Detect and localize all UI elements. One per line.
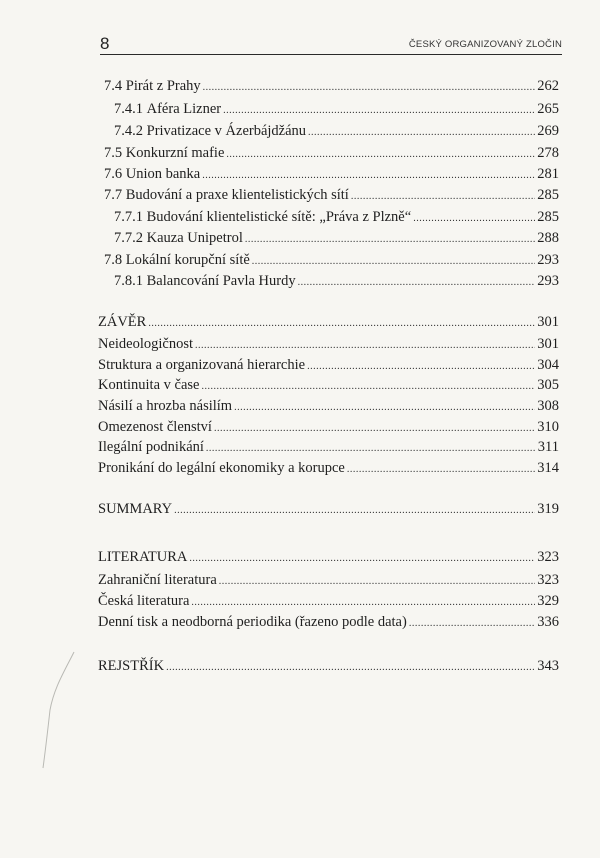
leader-dots bbox=[206, 439, 536, 459]
toc-entry-page: 343 bbox=[537, 658, 559, 674]
toc-entry[interactable] bbox=[114, 228, 559, 248]
toc-entry[interactable] bbox=[98, 570, 559, 590]
toc-entry[interactable] bbox=[98, 417, 559, 437]
toc-entry-title: ZÁVĚR bbox=[98, 314, 147, 330]
leader-dots bbox=[214, 419, 535, 439]
toc-entry-number: 7.7 bbox=[104, 187, 126, 203]
toc-entry-page: 281 bbox=[537, 166, 559, 182]
toc-entry-title: Budování a praxe klientelistických sítí bbox=[125, 187, 349, 203]
toc-entry[interactable] bbox=[104, 164, 559, 184]
toc-entry-number: 7.7.1 bbox=[114, 209, 147, 225]
toc-entry-title: Balancování Pavla Hurdy bbox=[146, 273, 296, 289]
toc-entry-title: REJSTŘÍK bbox=[98, 658, 165, 674]
toc-entry-page: 262 bbox=[537, 78, 559, 94]
toc-entry-title: Lokální korupční sítě bbox=[125, 252, 250, 268]
toc-entry-number: 7.6 bbox=[104, 166, 126, 182]
leader-dots bbox=[166, 658, 535, 678]
toc-entry[interactable] bbox=[98, 437, 559, 457]
toc-entry-title: Zahraniční literatura bbox=[98, 572, 217, 588]
toc-entry-page: 323 bbox=[537, 549, 559, 565]
toc-entry[interactable] bbox=[114, 121, 559, 141]
toc-entry-page: 329 bbox=[537, 593, 559, 609]
toc-entry-title: Budování klientelistické sítě: „Práva z Plzně“ bbox=[146, 209, 412, 225]
toc-entry-title: Konkurzní mafie bbox=[125, 145, 225, 161]
toc-entry-number: 7.4 bbox=[104, 78, 126, 94]
toc-entry-number: 7.4.1 bbox=[114, 101, 147, 117]
leader-dots bbox=[202, 166, 535, 186]
toc-entry-page: 265 bbox=[537, 101, 559, 117]
toc-entry-title: Násilí a hrozba násilím bbox=[98, 398, 233, 414]
toc-entry[interactable] bbox=[98, 458, 559, 478]
leader-dots bbox=[252, 252, 535, 272]
toc-entry[interactable] bbox=[104, 143, 559, 163]
toc-entry-title: Aféra Lizner bbox=[146, 101, 222, 117]
leader-dots bbox=[201, 377, 535, 397]
leader-dots bbox=[308, 123, 535, 143]
toc-entry-page: 323 bbox=[537, 572, 559, 588]
leader-dots bbox=[347, 460, 535, 480]
page-header bbox=[100, 32, 562, 55]
toc-entry[interactable] bbox=[114, 99, 559, 119]
toc-entry-page: 285 bbox=[537, 209, 559, 225]
toc-entry-page: 319 bbox=[537, 501, 559, 517]
toc-entry-title: Omezenost členství bbox=[98, 419, 212, 435]
toc-entry[interactable] bbox=[98, 612, 559, 632]
toc-entry[interactable] bbox=[98, 375, 559, 395]
toc-entry-page: 304 bbox=[537, 357, 559, 373]
leader-dots bbox=[307, 357, 535, 377]
toc-entry-title: Neideologičnost bbox=[98, 336, 194, 352]
toc-entry[interactable] bbox=[98, 355, 559, 375]
toc-entry[interactable] bbox=[98, 591, 559, 611]
toc-entry[interactable] bbox=[104, 76, 559, 96]
leader-dots bbox=[351, 187, 535, 207]
leader-dots bbox=[298, 273, 536, 293]
leader-dots bbox=[148, 314, 535, 334]
toc-entry-title: Privatizace v Ázerbájdžánu bbox=[146, 123, 307, 139]
leader-dots bbox=[195, 336, 535, 356]
toc-entry-page: 278 bbox=[537, 145, 559, 161]
leader-dots bbox=[203, 78, 536, 98]
toc-entry-page: 285 bbox=[537, 187, 559, 203]
leader-dots bbox=[174, 501, 535, 521]
pencil-mark bbox=[40, 650, 80, 770]
toc-entry-number: 7.4.2 bbox=[114, 123, 147, 139]
toc-entry[interactable] bbox=[98, 334, 559, 354]
leader-dots bbox=[191, 593, 535, 613]
toc-entry-page: 293 bbox=[537, 252, 559, 268]
toc-entry-page: 293 bbox=[537, 273, 559, 289]
toc-entry-title: Pirát z Prahy bbox=[125, 78, 201, 94]
leader-dots bbox=[189, 549, 535, 569]
toc-entry-page: 305 bbox=[537, 377, 559, 393]
toc-entry-title: SUMMARY bbox=[98, 501, 173, 517]
toc-entry[interactable] bbox=[114, 271, 559, 291]
leader-dots bbox=[226, 145, 535, 165]
toc-entry-page: 288 bbox=[537, 230, 559, 246]
toc-entry-page: 310 bbox=[537, 419, 559, 435]
toc-entry-number: 7.8 bbox=[104, 252, 126, 268]
toc-entry-page: 314 bbox=[537, 460, 559, 476]
toc-entry-number: 7.5 bbox=[104, 145, 126, 161]
leader-dots bbox=[234, 398, 535, 418]
toc-entry[interactable] bbox=[104, 250, 559, 270]
toc-entry-title: Ilegální podnikání bbox=[98, 439, 204, 455]
leader-dots bbox=[409, 614, 535, 634]
leader-dots bbox=[219, 572, 535, 592]
toc-entry[interactable] bbox=[98, 396, 559, 416]
toc-entry-number: 7.7.2 bbox=[114, 230, 147, 246]
leader-dots bbox=[413, 209, 535, 229]
leader-dots bbox=[223, 101, 535, 121]
toc-entry-page: 308 bbox=[537, 398, 559, 414]
toc-entry-page: 301 bbox=[537, 336, 559, 352]
toc-entry[interactable] bbox=[98, 312, 559, 332]
toc-entry-title: Union banka bbox=[125, 166, 201, 182]
toc-entry[interactable] bbox=[98, 547, 559, 567]
toc-entry-title: Pronikání do legální ekonomiky a korupce bbox=[98, 460, 345, 476]
toc-entry-title: Denní tisk a neodborná periodika (řazeno podle data) bbox=[98, 614, 407, 630]
toc-entry-page: 336 bbox=[537, 614, 559, 630]
toc-entry-title: Kauza Unipetrol bbox=[146, 230, 243, 246]
toc-entry-page: 311 bbox=[537, 439, 559, 455]
toc-entry-title: Kontinuita v čase bbox=[98, 377, 200, 393]
toc-entry-page: 269 bbox=[537, 123, 559, 139]
leader-dots bbox=[245, 230, 535, 250]
running-title: ČESKÝ ORGANIZOVANÝ ZLOČIN bbox=[408, 39, 562, 50]
toc-entry[interactable] bbox=[98, 499, 559, 519]
toc-entry[interactable] bbox=[104, 185, 559, 205]
toc-entry[interactable] bbox=[114, 207, 559, 227]
toc-entry-title: Česká literatura bbox=[98, 593, 190, 609]
toc-entry-page: 301 bbox=[537, 314, 559, 330]
toc-entry-number: 7.8.1 bbox=[114, 273, 147, 289]
toc-entry-title: Struktura a organizovaná hierarchie bbox=[98, 357, 306, 373]
page-number: 8 bbox=[100, 34, 110, 53]
toc-entry-title: LITERATURA bbox=[98, 549, 188, 565]
toc-entry[interactable] bbox=[98, 656, 559, 676]
